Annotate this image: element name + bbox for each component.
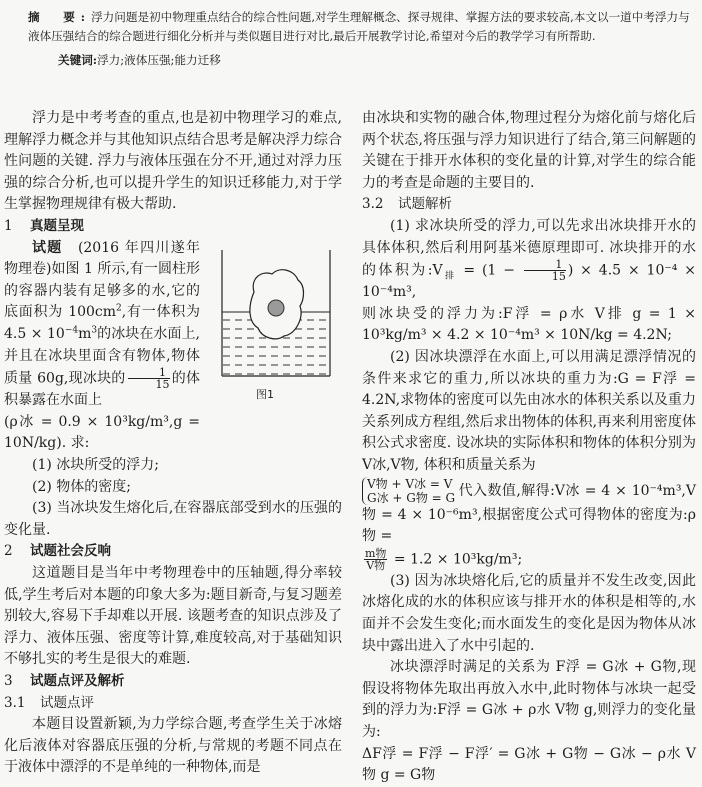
section-1-number: 1 bbox=[4, 217, 13, 234]
keywords-label: 关键词: bbox=[58, 53, 98, 67]
section-3-heading bbox=[4, 671, 342, 693]
question-part-3: (3) 当冰块发生熔化后,在容器底部受到水的压强的变化量. bbox=[4, 500, 342, 538]
question-part-2: (2) 物体的密度; bbox=[32, 478, 131, 495]
section-3-title: 试题点评及解析 bbox=[30, 672, 125, 689]
section-3-2-title: 试题解析 bbox=[398, 196, 452, 213]
abstract-text bbox=[28, 8, 692, 46]
question-source: (2016 年四川遂年物理卷) bbox=[4, 239, 201, 278]
abstract-label: 摘 要: bbox=[28, 10, 92, 24]
fraction-denominator: 15 bbox=[551, 270, 566, 284]
solution-equations bbox=[362, 477, 696, 548]
section-3-1-paragraph: 本题目设置新颖,为力学综合题,考查学生关于冰熔化后液体对容器底压强的分析,与常规的考题不同点在于液体中漂浮的不是单纯的一种物体,而是 bbox=[4, 716, 342, 776]
fraction-numerator: 1 bbox=[524, 259, 566, 271]
fraction-1-15 bbox=[524, 259, 566, 282]
section-1-title: 真题呈现 bbox=[30, 217, 84, 234]
fraction-1-15 bbox=[128, 367, 170, 390]
solution-text: = 1.2 × 10³kg/m³; bbox=[389, 551, 523, 568]
abstract-block bbox=[28, 8, 692, 70]
question-constants: (ρ冰 = 0.9 × 10³kg/m³,g = 10N/kg). 求: bbox=[4, 413, 200, 452]
question-text-part: m bbox=[78, 325, 92, 342]
equation-2: G冰 + G物 = G bbox=[367, 490, 456, 505]
section-3-2-heading bbox=[362, 194, 696, 216]
section-1-heading bbox=[4, 216, 342, 238]
section-2-paragraph: 这道题目是当年中考物理卷中的压轴题,得分率较低,学生考后对本题的印象大多为:题目新奇,与复习题差别较大,容易下手却难以开展. 该题考查的知识点涉及了浮力、液体压强、密度等计算,难度较高,对于基础知识不够扎实的考生是很大的难题. bbox=[4, 564, 342, 668]
subscript: 排 bbox=[442, 271, 457, 282]
figure-caption: 图1 bbox=[256, 387, 274, 401]
solution-delta-force: ΔF浮 = F浮 − F浮′ = G冰 + G物 − G冰 − ρ水 V物 g = G物 bbox=[362, 745, 696, 784]
left-column bbox=[4, 108, 342, 779]
intro-paragraph: 浮力是中考考查的重点,也是初中物理学习的难点,理解浮力概念并与其他知识点结合思考是解决浮力综合性问题的关键. 浮力与液体压强在分不开,通过对浮力压强的综合分析,也可以提升学生的知识迁移能力,对于学生掌握物理规律有极大帮助. bbox=[4, 110, 342, 213]
right-column bbox=[362, 108, 696, 787]
question-text: 试题 (2016 年四川遂年物理卷)如图 1 所示,有一圆柱形的容器内装有足够多的水,它的底面积为 $100cm^2$,有一体积为 $4.5 \times 10^{-4}m^3$的冰块在水面上,并且在冰块里面含有物体,物体质量 60g,现冰块的 $\frac{1}{15}$ 的体积暴露在水面上 bbox=[4, 239, 201, 409]
continued-paragraph: 由冰块和实物的融合体,物理过程分为熔化前与熔化后两个状态,将压强与浮力知识进行了结合,第三问解题的关键在于排开水体积的变化量的计算,对学生的综合能力的考查是命题的主要目的. bbox=[362, 110, 696, 191]
question-text-part: ,有一体积为 4.5 × 10 bbox=[4, 304, 200, 342]
fraction-numerator: 1 bbox=[128, 367, 170, 379]
question-text-part: 如图 1 所示,有一圆柱形的容器内装有足够多的水,它的底面积为 100cm bbox=[4, 261, 200, 321]
solution-text: (1) 求冰块所受的浮力,可以先求出冰块排开水的具体体积,然后利用阿基米德原理即可. 冰块排开的水的体积为:V bbox=[362, 217, 696, 279]
abstract-body: 浮力问题是初中物理重点结合的综合性问题,对学生理解概念、探寻规律、掌握方法的要求较高,本文以一道中考浮力与液体压强结合的综合题进行细化分析并与类似题目进行对比,最后开展教学讨论,希望对今后的教学学习有所帮助. bbox=[28, 10, 690, 43]
question-part-1: (1) 冰块所受的浮力; bbox=[32, 457, 159, 473]
solution-density bbox=[362, 548, 696, 571]
section-3-2-number: 3.2 bbox=[362, 196, 384, 213]
question-text-part: 的冰块在水面上,并且在冰块里面含有物体,物体质量 60g,现冰块的 bbox=[4, 325, 200, 387]
solution-part-2: (2) 因冰块漂浮在水面上,可以用满足漂浮情况的条件来求它的重力,所以冰块的重力为:G = F浮 = 4.2N,求物体的密度可以先由冰水的体积关系以及重力关系列成方程组,然后求出物体的体积,再来利用密度体积公式求密度. 设冰块的实际体积和物体的体积分别为 V冰,V物, 体积和质量关系为 bbox=[362, 349, 696, 473]
section-3-number: 3 bbox=[4, 672, 13, 689]
container-diagram bbox=[210, 244, 342, 384]
solution-text: = (1 − bbox=[456, 262, 522, 279]
section-3-1-heading bbox=[4, 693, 342, 715]
section-3-1-title: 试题点评 bbox=[40, 694, 94, 711]
keywords-value: 浮力;液体压强;能力迁移 bbox=[97, 53, 221, 67]
section-2-heading bbox=[4, 541, 342, 563]
question-label: 试题 bbox=[32, 239, 63, 256]
solution-part-4: 冰块漂浮时满足的关系为 F浮 = G冰 + G物,现假设将物体先取出再放入水中,此时物体与冰块一起受到的浮力为:F浮 = G冰 + ρ水 V物 g,则浮力的变化量为: bbox=[362, 659, 696, 741]
fraction-denominator: V物 bbox=[366, 558, 386, 572]
keywords-line bbox=[28, 51, 692, 70]
fraction-denominator: 15 bbox=[155, 378, 170, 392]
solution-buoyancy: 则冰块受的浮力为:F浮 = ρ水 V排 g = 1 × 10³kg/m³ × 4.2 × 10⁻⁴m³ × 10N/kg = 4.2N; bbox=[362, 305, 696, 344]
fraction-numerator: m物 bbox=[365, 546, 387, 560]
embedded-object bbox=[268, 300, 284, 316]
solution-part-3: (3) 因为冰块熔化后,它的质量并不发生改变,因此冰熔化成的水的体积应该与排开水的体积是相等的,水面并不会发生变化;而水面发生的变化是因为物体从冰块中露出进入了水中引起的. bbox=[362, 572, 696, 654]
solution-part-1 bbox=[362, 216, 696, 304]
equation-1: V物 + V冰 = V bbox=[367, 476, 453, 491]
solution-text: ) × 4.5 × 10⁻⁴ × 10⁻⁴m³, bbox=[362, 262, 696, 301]
solution-text: 代入数值,解得:V冰 = 4 × 10⁻⁴m³,V物 = 4 × 10⁻⁶m³,根据密度公式可得物体的密度为:ρ物 = bbox=[362, 482, 696, 545]
question-text-part: 的体积暴露在水面上 bbox=[4, 370, 200, 409]
figure-1 bbox=[210, 244, 342, 412]
section-2-title: 试题社会反响 bbox=[30, 543, 111, 560]
section-2-number: 2 bbox=[4, 543, 13, 560]
equation-system bbox=[362, 477, 455, 505]
section-3-1-number: 3.1 bbox=[4, 694, 26, 711]
fraction-density bbox=[364, 548, 387, 571]
